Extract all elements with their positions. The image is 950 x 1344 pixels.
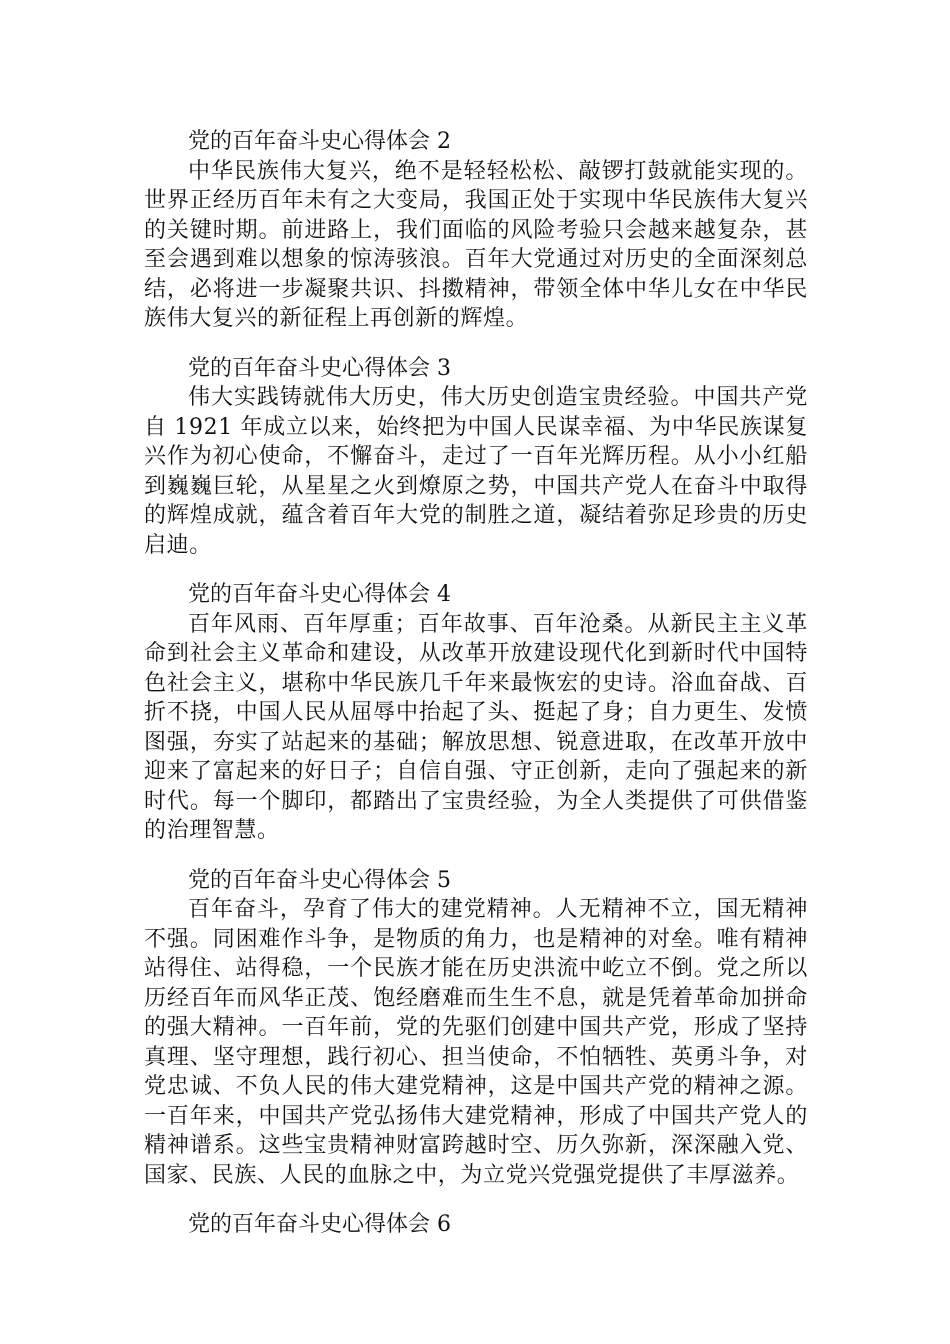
- document-body: [144, 127, 808, 1260]
- section-paragraph: 中华民族伟大复兴，绝不是轻轻松松、敲锣打鼓就能实现的。世界正经历百年未有之大变局，我国正处于实现中华民族伟大复兴的关键时期。前进路上，我们面临的风险考验只会越来越复杂，甚至会遇到难以想象的惊涛骇浪。百年大党通过对历史的全面深刻总结，必将进一步凝聚共识、抖擞精神，带领全体中华儿女在中华民族伟大复兴的新征程上再创新的辉煌。: [144, 158, 808, 331]
- section-title: 党的百年奋斗史心得体会 2: [188, 129, 451, 154]
- section-title: 党的百年奋斗史心得体会 3: [188, 355, 451, 381]
- section-3: [144, 354, 808, 561]
- section-6: [144, 1210, 808, 1240]
- section-4: [144, 580, 808, 846]
- section-2: [144, 127, 808, 334]
- section-paragraph: 伟大实践铸就伟大历史，伟大历史创造宝贵经验。中国共产党自 1921 年成立以来，始终把为中国人民谋幸福、为中华民族谋复兴作为初心使命，不懈奋斗，走过了一百年光辉历程。从小小红船到巍巍巨轮，从星星之火到燎原之势，中国共产党人在奋斗中取得的辉煌成就，蕴含着百年大党的制胜之道，凝结着弥足珍贵的历史启迪。: [144, 385, 808, 558]
- section-paragraph: 百年奋斗，孕育了伟大的建党精神。人无精神不立，国无精神不强。同困难作斗争，是物质的角力，也是精神的对垒。唯有精神站得住、站得稳，一个民族才能在历史洪流中屹立不倒。党之所以历经百年而风华正茂、饱经磨难而生生不息，就是凭着革命加拼命的强大精神。一百年前，党的先驱们创建中国共产党，形成了坚持真理、坚守理想，践行初心、担当使命，不怕牺牲、英勇斗争，对党忠诚、不负人民的伟大建党精神，这是中国共产党的精神之源。一百年来，中国共产党弘扬伟大建党精神，形成了中国共产党人的精神谱系。这些宝贵精神财富跨越时空、历久弥新，深深融入党、国家、民族、人民的血脉之中，为立党兴党强党提供了丰厚滋养。: [144, 897, 808, 1188]
- section-title: 党的百年奋斗史心得体会 4: [188, 582, 451, 607]
- section-title: 党的百年奋斗史心得体会 5: [188, 867, 451, 893]
- section-title: 党的百年奋斗史心得体会 6: [188, 1212, 451, 1237]
- section-paragraph: 百年风雨、百年厚重；百年故事、百年沧桑。从新民主主义革命到社会主义革命和建设，从改革开放建设现代化到新时代中国特色社会主义，堪称中华民族几千年来最恢宏的史诗。浴血奋战、百折不挠，中国人民从屈辱中抬起了头、挺起了身；自力更生、发愤图强，夯实了站起来的基础；解放思想、锐意进取，在改革开放中迎来了富起来的好日子；自信自强、守正创新，走向了强起来的新时代。每一个脚印，都踏出了宝贵经验，为全人类提供了可供借鉴的治理智慧。: [144, 611, 808, 843]
- section-5: [144, 866, 808, 1191]
